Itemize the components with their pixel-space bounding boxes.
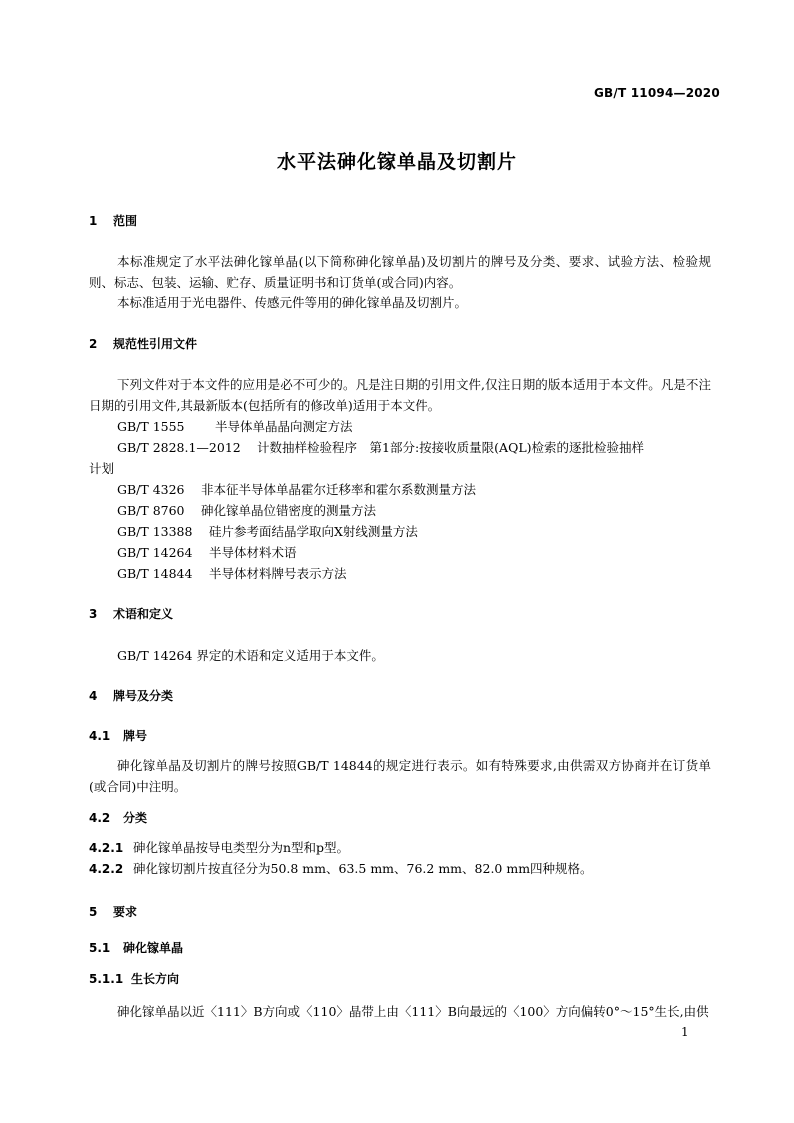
reference-item [117,438,644,456]
reference-item [117,564,347,582]
section-5-1-heading [89,939,183,956]
reference-title: 硅片参考面结晶学取向X射线测量方法 [209,524,418,539]
page-number: 1 [681,1025,689,1039]
section-title: 要求 [113,905,138,919]
grade-paragraph: 砷化镓单晶及切割片的牌号按照GB/T 14844的规定进行表示。如有特殊要求,由供需双方协商并在订货单(或合同)中注明。 [89,758,711,794]
reference-item [117,417,353,435]
section-number: 5.1 [89,941,111,955]
section-number: 4.1 [89,729,111,743]
standard-number: GB/T 11094—2020 [594,86,720,100]
references-intro: 下列文件对于本文件的应用是必不可少的。凡是注日期的引用文件,仅注日期的版本适用于本文件。凡是不注日期的引用文件,其最新版本(包括所有的修改单)适用于本文件。 [89,377,711,413]
reference-item [117,501,376,519]
section-number: 3 [89,607,98,621]
clause-number: 4.2.2 [89,862,124,876]
section-title: 分类 [123,811,148,825]
scope-paragraph-2: 本标准适用于光电器件、传感元件等用的砷化镓单晶及切割片。 [117,295,468,310]
reference-title: 非本征半导体单晶霍尔迁移率和霍尔系数测量方法 [201,482,477,497]
reference-code: GB/T 2828.1—2012 [117,440,241,455]
section-5-1-1-heading [89,970,179,987]
reference-title: 计数抽样检验程序 第1部分:按接收质量限(AQL)检索的逐批检验抽样 [257,440,644,455]
section-4-1-heading [89,727,147,744]
reference-code: GB/T 8760 [117,503,185,518]
section-title: 牌号及分类 [113,689,174,703]
section-1-heading [89,212,137,229]
clause-4-2-1 [89,838,349,856]
reference-code: GB/T 4326 [117,482,185,497]
clause-text: 砷化镓单晶按导电类型分为n型和p型。 [133,840,350,855]
reference-continuation: 计划 [89,461,115,476]
reference-title: 半导体单晶晶向测定方法 [215,419,353,434]
reference-item [117,522,418,540]
section-number: 4.2 [89,811,111,825]
section-title: 牌号 [123,729,148,743]
reference-title: 半导体材料术语 [209,545,297,560]
reference-code: GB/T 13388 [117,524,193,539]
reference-item [117,480,476,498]
section-title: 术语和定义 [113,607,174,621]
reference-code: GB/T 14844 [117,566,193,581]
section-number: 5 [89,905,98,919]
clause-number: 4.2.1 [89,841,124,855]
section-number: 5.1.1 [89,972,124,986]
clause-text: 砷化镓切割片按直径分为50.8 mm、63.5 mm、76.2 mm、82.0 mm四种规格。 [133,861,593,876]
reference-title: 半导体材料牌号表示方法 [209,566,347,581]
section-title: 规范性引用文件 [113,337,198,351]
terms-paragraph: GB/T 14264 界定的术语和定义适用于本文件。 [117,648,384,663]
section-title: 生长方向 [131,972,180,986]
reference-item [117,543,297,561]
clause-4-2-2 [89,859,593,877]
section-number: 2 [89,337,98,351]
document-title: 水平法砷化镓单晶及切割片 [276,151,517,173]
growth-direction-paragraph: 砷化镓单晶以近〈111〉B方向或〈110〉晶带上由〈111〉B向最远的〈100〉方向偏转0°～15°生长,由供 [117,1004,709,1019]
section-title: 范围 [113,214,138,228]
section-4-2-heading [89,809,147,826]
scope-paragraph-1: 本标准规定了水平法砷化镓单晶(以下简称砷化镓单晶)及切割片的牌号及分类、要求、试验方法、检验规则、标志、包装、运输、贮存、质量证明书和订货单(或合同)内容。 [89,254,711,290]
section-title: 砷化镓单晶 [123,941,184,955]
reference-title: 砷化镓单晶位错密度的测量方法 [201,503,377,518]
section-5-heading [89,903,137,920]
section-number: 4 [89,689,98,703]
section-3-heading [89,605,173,622]
reference-code: GB/T 14264 [117,545,193,560]
section-2-heading [89,335,197,352]
reference-code: GB/T 1555 [117,419,185,434]
section-number: 1 [89,214,98,228]
section-4-heading [89,687,173,704]
